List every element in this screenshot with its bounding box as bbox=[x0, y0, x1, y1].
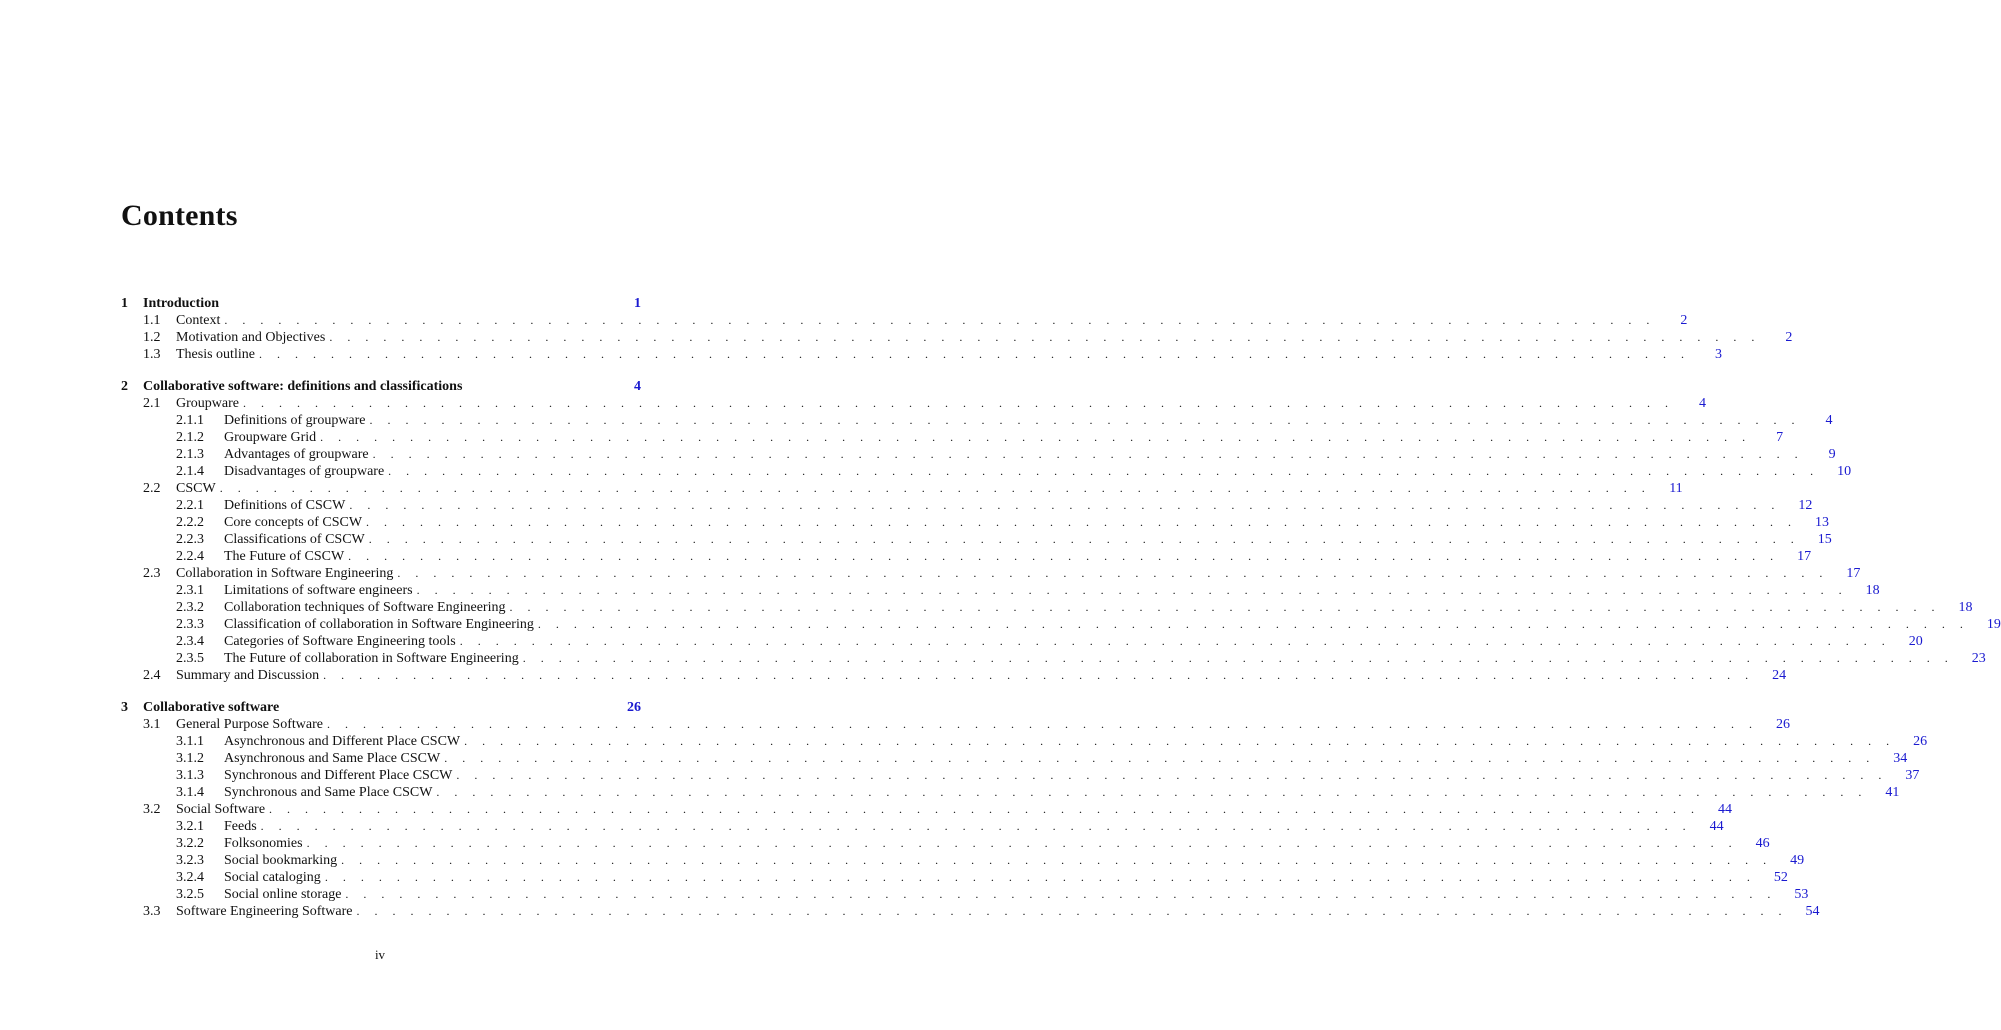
chapter-title: Collaborative software: definitions and classifications bbox=[143, 379, 463, 394]
page-link[interactable]: 18 bbox=[1865, 583, 1880, 598]
section-number: 2.3.1 bbox=[176, 583, 204, 598]
section-number: 2.3.3 bbox=[176, 617, 204, 632]
toc-subsection[interactable] bbox=[121, 836, 1770, 853]
section-number: 3.2 bbox=[143, 802, 161, 817]
toc-subsection[interactable] bbox=[121, 430, 1784, 447]
toc-section[interactable] bbox=[121, 481, 1683, 498]
section-title: Software Engineering Software bbox=[176, 904, 353, 919]
page-link[interactable]: 49 bbox=[1790, 853, 1805, 868]
section-number: 2.3.5 bbox=[176, 651, 204, 666]
toc-subsection[interactable] bbox=[121, 785, 1900, 802]
page-link[interactable]: 17 bbox=[1846, 566, 1861, 581]
section-title: Folksonomies bbox=[224, 836, 303, 851]
section-number: 2.3.2 bbox=[176, 600, 204, 615]
page-link[interactable]: 46 bbox=[1755, 836, 1770, 851]
table-of-contents bbox=[121, 296, 2001, 921]
section-number: 1.2 bbox=[143, 330, 161, 345]
section-title: Groupware Grid bbox=[224, 430, 317, 445]
toc-subsection[interactable] bbox=[121, 853, 1805, 870]
section-title: Asynchronous and Same Place CSCW bbox=[224, 751, 441, 766]
section-title: Collaboration in Software Engineering bbox=[176, 566, 394, 581]
page-link[interactable]: 17 bbox=[1797, 549, 1812, 564]
dot-leader: . . . . . . . . . . . . . . . . . . . . . . . . . . . . . . . . . . . . . . . . . . . . . . . . . . . . . . . . . . . . . . . . . . . . . . . . . . . . . . . . bbox=[320, 430, 1752, 444]
page-link[interactable]: 24 bbox=[1772, 668, 1787, 683]
section-number: 2.1 bbox=[143, 396, 161, 411]
section-number: 2.2.2 bbox=[176, 515, 204, 530]
section-title: Feeds bbox=[224, 819, 257, 834]
dot-leader: . . . . . . . . . . . . . . . . . . . . . . . . . . . . . . . . . . . . . . . . . . . . . . . . . . . . . . . . . . . . . . . . . . . . . . . . . . . . . . . . bbox=[242, 396, 1674, 410]
dot-leader: . . . . . . . . . . . . . . . . . . . . . . . . . . . . . . . . . . . . . . . . . . . . . . . . . . . . . . . . . . . . . . . . . . . . . . . . . . . . . . . . bbox=[372, 447, 1804, 461]
toc-section[interactable] bbox=[121, 396, 1706, 413]
toc-chapter[interactable] bbox=[121, 379, 641, 396]
chapter-number: 3 bbox=[121, 700, 128, 715]
toc-subsection[interactable] bbox=[121, 768, 1920, 785]
section-title: General Purpose Software bbox=[176, 717, 323, 732]
section-number: 3.3 bbox=[143, 904, 161, 919]
page-link[interactable]: 9 bbox=[1828, 447, 1836, 462]
section-number: 2.1.3 bbox=[176, 447, 204, 462]
section-title: Synchronous and Same Place CSCW bbox=[224, 785, 433, 800]
page-link[interactable]: 12 bbox=[1798, 498, 1813, 513]
section-number: 3.2.2 bbox=[176, 836, 204, 851]
dot-leader: . . . . . . . . . . . . . . . . . . . . . . . . . . . . . . . . . . . . . . . . . . . . . . . . . . . . . . . . . . . . . . . . . . . . . . . . . . . . . . . . bbox=[366, 515, 1798, 529]
section-number: 3.2.1 bbox=[176, 819, 204, 834]
toc-subsection[interactable] bbox=[121, 600, 1973, 617]
dot-leader: . . . . . . . . . . . . . . . . . . . . . . . . . . . . . . . . . . . . . . . . . . . . . . . . . . . . . . . . . . . . . . . . . . . . . . . . . . . . . . . . bbox=[436, 785, 1868, 799]
section-number: 2.2 bbox=[143, 481, 161, 496]
toc-chapter[interactable] bbox=[121, 296, 641, 313]
page-link[interactable]: 2 bbox=[1785, 330, 1793, 345]
toc-subsection[interactable] bbox=[121, 617, 2001, 634]
section-title: Definitions of groupware bbox=[224, 413, 366, 428]
dot-leader: . . . . . . . . . . . . . . . . . . . . . . . . . . . . . . . . . . . . . . . . . . . . . . . . . . . . . . . . . . . . . . . . . . . . . . . . . . . . . . . . bbox=[522, 651, 1954, 665]
page-link[interactable]: 4 bbox=[634, 379, 641, 394]
dot-leader: . . . . . . . . . . . . . . . . . . . . . . . . . . . . . . . . . . . . . . . . . . . . . . . . . . . . . . . . . . . . . . . . . . . . . . . . . . . . . . . . bbox=[349, 498, 1781, 512]
toc-section[interactable] bbox=[121, 802, 1733, 819]
section-title: Disadvantages of groupware bbox=[224, 464, 385, 479]
section-title: Limitations of software engineers bbox=[224, 583, 413, 598]
dot-leader: . . . . . . . . . . . . . . . . . . . . . . . . . . . . . . . . . . . . . . . . . . . . . . . . . . . . . . . . . . . . . . . . . . . . . . . . . . . . . . . . bbox=[397, 566, 1829, 580]
page-link[interactable]: 23 bbox=[1971, 651, 1986, 666]
toc-subsection[interactable] bbox=[121, 634, 1923, 651]
toc-chapter[interactable] bbox=[121, 700, 641, 717]
section-number: 3.2.3 bbox=[176, 853, 204, 868]
section-title: Core concepts of CSCW bbox=[224, 515, 363, 530]
toc-section[interactable] bbox=[121, 668, 1787, 685]
section-title: Classifications of CSCW bbox=[224, 532, 365, 547]
section-title: Social bookmarking bbox=[224, 853, 338, 868]
section-title: Advantages of groupware bbox=[224, 447, 369, 462]
section-title: Groupware bbox=[176, 396, 239, 411]
page-link[interactable]: 54 bbox=[1805, 904, 1820, 919]
toc-subsection[interactable] bbox=[121, 515, 1830, 532]
page-link[interactable]: 53 bbox=[1794, 887, 1809, 902]
section-number: 2.2.1 bbox=[176, 498, 204, 513]
page-title: Contents bbox=[121, 199, 238, 232]
section-title: Social cataloging bbox=[224, 870, 321, 885]
section-title: The Future of CSCW bbox=[224, 549, 345, 564]
toc-section[interactable] bbox=[121, 347, 1722, 364]
section-title: Context bbox=[176, 313, 221, 328]
toc-subsection[interactable] bbox=[121, 447, 1836, 464]
dot-leader: . . . . . . . . . . . . . . . . . . . . . . . . . . . . . . . . . . . . . . . . . . . . . . . . . . . . . . . . . . . . . . . . . . . . . . . . . . . . . . . . bbox=[306, 836, 1738, 850]
page-link[interactable]: 26 bbox=[1913, 734, 1928, 749]
section-number: 2.1.2 bbox=[176, 430, 204, 445]
section-number: 3.1.4 bbox=[176, 785, 204, 800]
dot-leader: . . . . . . . . . . . . . . . . . . . . . . . . . . . . . . . . . . . . . . . . . . . . . . . . . . . . . . . . . . . . . . . . . . . . . . . . . . . . . . . . bbox=[348, 549, 1780, 563]
dot-leader: . . . . . . . . . . . . . . . . . . . . . . . . . . . . . . . . . . . . . . . . . . . . . . . . . . . . . . . . . . . . . . . . . . . . . . . . . . . . . . . . bbox=[464, 734, 1896, 748]
dot-leader: . . . . . . . . . . . . . . . . . . . . . . . . . . . . . . . . . . . . . . . . . . . . . . . . . . . . . . . . . . . . . . . . . . . . . . . . . . . . . . . . bbox=[224, 313, 1656, 327]
dot-leader: . . . . . . . . . . . . . . . . . . . . . . . . . . . . . . . . . . . . . . . . . . . . . . . . . . . . . . . . . . . . . . . . . . . . . . . . . . . . . . . . bbox=[369, 413, 1801, 427]
dot-leader: . . . . . . . . . . . . . . . . . . . . . . . . . . . . . . . . . . . . . . . . . . . . . . . . . . . . . . . . . . . . . . . . . . . . . . . . . . . . . . . . bbox=[509, 600, 1941, 614]
page-link[interactable]: 52 bbox=[1773, 870, 1788, 885]
page-link[interactable]: 3 bbox=[1714, 347, 1722, 362]
toc-subsection[interactable] bbox=[121, 549, 1812, 566]
chapter-title: Introduction bbox=[143, 296, 219, 311]
page-link[interactable]: 26 bbox=[1775, 717, 1790, 732]
dot-leader: . . . . . . . . . . . . . . . . . . . . . . . . . . . . . . . . . . . . . . . . . . . . . . . . . . . . . . . . . . . . . . . . . . . . . . . . . . . . . . . . bbox=[368, 532, 1800, 546]
dot-leader: . . . . . . . . . . . . . . . . . . . . . . . . . . . . . . . . . . . . . . . . . . . . . . . . . . . . . . . . . . . . . . . . . . . . . . . . . . . . . . . . bbox=[326, 717, 1758, 731]
section-title: Classification of collaboration in Software Engineering bbox=[224, 617, 534, 632]
section-title: The Future of collaboration in Software Engineering bbox=[224, 651, 519, 666]
dot-leader: . . . . . . . . . . . . . . . . . . . . . . . . . . . . . . . . . . . . . . . . . . . . . . . . . . . . . . . . . . . . . . . . . . . . . . . . . . . . . . . . bbox=[269, 802, 1701, 816]
toc-subsection[interactable] bbox=[121, 583, 1880, 600]
dot-leader: . . . . . . . . . . . . . . . . . . . . . . . . . . . . . . . . . . . . . . . . . . . . . . . . . . . . . . . . . . . . . . . . . . . . . . . . . . . . . . . . bbox=[444, 751, 1876, 765]
section-title: CSCW bbox=[176, 481, 216, 496]
section-title: Asynchronous and Different Place CSCW bbox=[224, 734, 461, 749]
dot-leader: . . . . . . . . . . . . . . . . . . . . . . . . . . . . . . . . . . . . . . . . . . . . . . . . . . . . . . . . . . . . . . . . . . . . . . . . . . . . . . . . bbox=[388, 464, 1820, 478]
toc-subsection[interactable] bbox=[121, 887, 1809, 904]
dot-leader: . . . . . . . . . . . . . . . . . . . . . . . . . . . . . . . . . . . . . . . . . . . . . . . . . . . . . . . . . . . . . . . . . . . . . . . . . . . . . . . . bbox=[345, 887, 1777, 901]
section-number: 2.4 bbox=[143, 668, 161, 683]
page-link[interactable]: 44 bbox=[1718, 802, 1733, 817]
section-number: 2.2.4 bbox=[176, 549, 204, 564]
toc-section[interactable] bbox=[121, 904, 1820, 921]
toc-subsection[interactable] bbox=[121, 751, 1908, 768]
section-number: 2.3.4 bbox=[176, 634, 204, 649]
toc-section[interactable] bbox=[121, 313, 1688, 330]
section-title: Social online storage bbox=[224, 887, 342, 902]
dot-leader: . . . . . . . . . . . . . . . . . . . . . . . . . . . . . . . . . . . . . . . . . . . . . . . . . . . . . . . . . . . . . . . . . . . . . . . . . . . . . . . . bbox=[537, 617, 1969, 631]
dot-leader: . . . . . . . . . . . . . . . . . . . . . . . . . . . . . . . . . . . . . . . . . . . . . . . . . . . . . . . . . . . . . . . . . . . . . . . . . . . . . . . . bbox=[416, 583, 1848, 597]
page-link[interactable]: 1 bbox=[634, 296, 641, 311]
toc-section[interactable] bbox=[121, 566, 1861, 583]
dot-leader: . . . . . . . . . . . . . . . . . . . . . . . . . . . . . . . . . . . . . . . . . . . . . . . . . . . . . . . . . . . . . . . . . . . . . . . . . . . . . . . . bbox=[341, 853, 1773, 867]
section-number: 3.1.2 bbox=[176, 751, 204, 766]
page-link[interactable]: 11 bbox=[1669, 481, 1683, 496]
section-title: Motivation and Objectives bbox=[176, 330, 326, 345]
section-title: Definitions of CSCW bbox=[224, 498, 346, 513]
dot-leader: . . . . . . . . . . . . . . . . . . . . . . . . . . . . . . . . . . . . . . . . . . . . . . . . . . . . . . . . . . . . . . . . . . . . . . . . . . . . . . . . bbox=[356, 904, 1788, 918]
section-title: Summary and Discussion bbox=[176, 668, 320, 683]
section-number: 2.1.4 bbox=[176, 464, 204, 479]
section-number: 3.1.1 bbox=[176, 734, 204, 749]
section-title: Thesis outline bbox=[176, 347, 255, 362]
dot-leader: . . . . . . . . . . . . . . . . . . . . . . . . . . . . . . . . . . . . . . . . . . . . . . . . . . . . . . . . . . . . . . . . . . . . . . . . . . . . . . . . bbox=[324, 870, 1756, 884]
page-link[interactable]: 37 bbox=[1905, 768, 1920, 783]
section-number: 1.1 bbox=[143, 313, 161, 328]
page-link[interactable]: 4 bbox=[1825, 413, 1833, 428]
toc-subsection[interactable] bbox=[121, 734, 1928, 751]
dot-leader: . . . . . . . . . . . . . . . . . . . . . . . . . . . . . . . . . . . . . . . . . . . . . . . . . . . . . . . . . . . . . . . . . . . . . . . . . . . . . . . . bbox=[459, 634, 1891, 648]
toc-subsection[interactable] bbox=[121, 870, 1788, 887]
dot-leader: . . . . . . . . . . . . . . . . . . . . . . . . . . . . . . . . . . . . . . . . . . . . . . . . . . . . . . . . . . . . . . . . . . . . . . . . . . . . . . . . bbox=[260, 819, 1692, 833]
section-title: Synchronous and Different Place CSCW bbox=[224, 768, 453, 783]
page-link[interactable]: 2 bbox=[1680, 313, 1688, 328]
section-number: 2.2.3 bbox=[176, 532, 204, 547]
toc-subsection[interactable] bbox=[121, 651, 1986, 668]
section-title: Collaboration techniques of Software Engineering bbox=[224, 600, 506, 615]
page-link[interactable]: 18 bbox=[1958, 600, 1973, 615]
toc-subsection[interactable] bbox=[121, 498, 1813, 515]
section-number: 3.2.4 bbox=[176, 870, 204, 885]
chapter-number: 1 bbox=[121, 296, 128, 311]
toc-section[interactable] bbox=[121, 717, 1790, 734]
dot-leader: . . . . . . . . . . . . . . . . . . . . . . . . . . . . . . . . . . . . . . . . . . . . . . . . . . . . . . . . . . . . . . . . . . . . . . . . . . . . . . . . bbox=[456, 768, 1888, 782]
section-number: 3.2.5 bbox=[176, 887, 204, 902]
dot-leader: . . . . . . . . . . . . . . . . . . . . . . . . . . . . . . . . . . . . . . . . . . . . . . . . . . . . . . . . . . . . . . . . . . . . . . . . . . . . . . . . bbox=[323, 668, 1755, 682]
toc-subsection[interactable] bbox=[121, 819, 1724, 836]
section-number: 1.3 bbox=[143, 347, 161, 362]
page-link[interactable]: 34 bbox=[1893, 751, 1908, 766]
section-number: 2.3 bbox=[143, 566, 161, 581]
dot-leader: . . . . . . . . . . . . . . . . . . . . . . . . . . . . . . . . . . . . . . . . . . . . . . . . . . . . . . . . . . . . . . . . . . . . . . . . . . . . . . . . bbox=[219, 481, 1651, 495]
section-number: 2.1.1 bbox=[176, 413, 204, 428]
toc-subsection[interactable] bbox=[121, 532, 1832, 549]
page-link[interactable]: 13 bbox=[1815, 515, 1830, 530]
section-number: 3.1 bbox=[143, 717, 161, 732]
chapter-number: 2 bbox=[121, 379, 128, 394]
page-link[interactable]: 4 bbox=[1698, 396, 1706, 411]
page-link[interactable]: 15 bbox=[1817, 532, 1832, 547]
toc-subsection[interactable] bbox=[121, 413, 1833, 430]
page-link[interactable]: 19 bbox=[1986, 617, 2001, 632]
page-link[interactable]: 20 bbox=[1908, 634, 1923, 649]
page-link[interactable]: 41 bbox=[1885, 785, 1900, 800]
toc-subsection[interactable] bbox=[121, 464, 1852, 481]
dot-leader: . . . . . . . . . . . . . . . . . . . . . . . . . . . . . . . . . . . . . . . . . . . . . . . . . . . . . . . . . . . . . . . . . . . . . . . . . . . . . . . . bbox=[258, 347, 1690, 361]
chapter-title: Collaborative software bbox=[143, 700, 280, 715]
page-link[interactable]: 26 bbox=[627, 700, 641, 715]
page-link[interactable]: 7 bbox=[1776, 430, 1784, 445]
dot-leader: . . . . . . . . . . . . . . . . . . . . . . . . . . . . . . . . . . . . . . . . . . . . . . . . . . . . . . . . . . . . . . . . . . . . . . . . . . . . . . . . bbox=[329, 330, 1761, 344]
section-title: Social Software bbox=[176, 802, 266, 817]
page-link[interactable]: 44 bbox=[1709, 819, 1724, 834]
page-link[interactable]: 10 bbox=[1837, 464, 1852, 479]
toc-section[interactable] bbox=[121, 330, 1793, 347]
section-title: Categories of Software Engineering tools bbox=[224, 634, 456, 649]
page-number: iv bbox=[374, 947, 386, 962]
section-number: 3.1.3 bbox=[176, 768, 204, 783]
